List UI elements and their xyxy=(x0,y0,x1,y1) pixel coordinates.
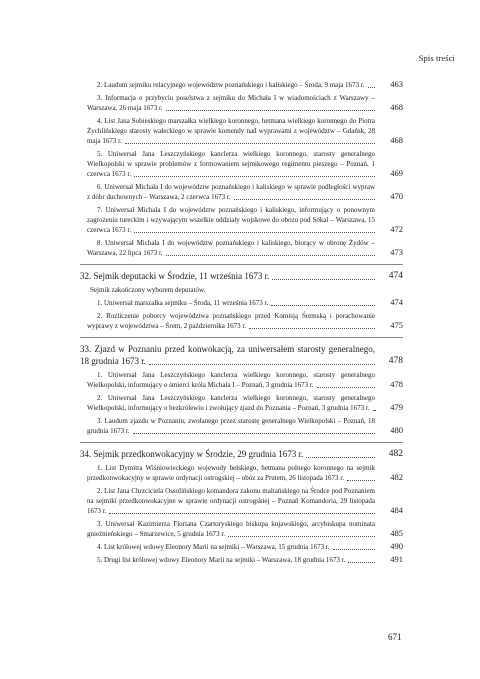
toc-entry-text: 34. Sejmik przedkonwokacyjny w Środzie, 29 grudnia 1673 r. xyxy=(80,449,304,459)
toc-entry-text: 1. Uniwersał Jana Leszczyńskiego kanclerza wielkiego koronnego, starosty generalnego Wielkopolski, informujący o śmierci króla Michała I – Poznań, 3 grudnia 1673 r. xyxy=(87,371,375,389)
dot-leader xyxy=(272,279,375,280)
dot-leader xyxy=(133,433,375,434)
toc-entry-text: 32. Sejmik deputacki w Środzie, 11 września 1673 r. xyxy=(80,271,270,281)
toc-page-number: 482 xyxy=(390,472,403,482)
toc-note xyxy=(80,285,403,295)
toc-entry xyxy=(80,205,403,235)
toc-entry xyxy=(80,80,403,90)
section-divider xyxy=(80,264,403,265)
toc-entry-text: 2. Rozliczenie poborcy województwa poznańskiego przed Komisją Śremską i porachowanie wyprawy z województwa – Śrem, 2 października 1673 r. xyxy=(87,312,375,330)
toc-entry-text: Sejmik zakończony wyborem deputatów. xyxy=(90,286,206,294)
dot-leader xyxy=(271,305,375,306)
toc-entry-text: 5. Drugi list królowej wdowy Eleonory Marii na sejmiki – Warszawa, 18 grudnia 1673 r. xyxy=(97,556,346,564)
toc-entry-text: 7. Uniwersał Michała I do województw poznańskiego i kaliskiego, informujący o ponownym zagrożeniu tureckim i wzywającym wszelkie oddziały wojskowe do obozu pod Sokal – Warszawa, 15 czerwca 1673 r. xyxy=(87,206,375,234)
section-divider xyxy=(80,442,403,443)
toc-page-number: 463 xyxy=(390,79,403,89)
toc-entry-text: 4. List królowej wdowy Eleonory Marii na sejmiki – Warszawa, 15 grudnia 1673 r. xyxy=(97,543,330,551)
toc-entry xyxy=(80,542,403,552)
toc-entry-text: 2. Uniwersał Jana Leszczyńskiego kanclerza wielkiego koronnego, starosty generalnego Wielkopolski, informujący o bezkrólewiu i zwołujący zjazd do Poznania – Poznań, 3 grudnia 1673 r. xyxy=(87,394,375,412)
toc-entry xyxy=(80,486,403,516)
toc-page-number: 472 xyxy=(390,224,403,234)
dot-leader xyxy=(347,480,375,481)
toc-page-number: 473 xyxy=(390,247,403,257)
dot-leader xyxy=(125,143,375,144)
toc-page-number: 470 xyxy=(390,191,403,201)
dot-leader xyxy=(306,457,375,458)
dot-leader xyxy=(134,176,375,177)
dot-leader xyxy=(228,536,375,537)
toc-entry xyxy=(80,416,403,436)
toc-entry xyxy=(80,393,403,413)
dot-leader xyxy=(234,199,375,200)
toc-entry-text: 5. Uniwersał Jana Leszczyńskiego kanclerza wielkiego koronnego, starosty generalnego Wielkopolski w sprawie problemów z formowaniem sejmikowego regimentu pieszego – Poznań, 1 czerwca 1673 r. xyxy=(87,150,375,178)
section-divider xyxy=(80,337,403,338)
toc-entry xyxy=(80,182,403,202)
toc-page-number: 478 xyxy=(390,379,403,389)
toc-page-number: 474 xyxy=(388,271,403,281)
toc-entry-text: 3. Uniwersał Kazimierza Floriana Czartoryskiego biskupa kujawskiego, arcybiskupa nominata gnieźnieńskiego – Smarzewice, 5 grudnia 1673 r. xyxy=(87,520,375,538)
dot-leader xyxy=(109,513,375,514)
toc-entry xyxy=(80,93,403,113)
toc-section-heading xyxy=(80,343,403,367)
dot-leader xyxy=(368,87,376,88)
dot-leader xyxy=(166,255,375,256)
toc-entry xyxy=(80,298,403,308)
toc-entry-text: 6. Uniwersał Michała I do województw poznańskiego i kaliskiego w sprawie podległości wypraw z dóbr duchownych – Warszawa, 2 czerwca 1673 r. xyxy=(87,183,375,201)
dot-leader xyxy=(373,410,375,411)
toc-page-number: 485 xyxy=(390,528,403,538)
toc-entry xyxy=(80,370,403,390)
toc-entry-text: 3. Laudum zjazdu w Poznaniu, zwołanego przez starostę generalnego Wielkopolski – Poznań, 18 grudnia 1673 r. xyxy=(87,417,375,435)
toc-page-number: 474 xyxy=(390,297,403,307)
toc-entry-text: 1. Uniwersał marszałka sejmiku – Środa, 11 września 1673 r. xyxy=(97,299,269,307)
toc-section-heading xyxy=(80,448,403,460)
toc-entry xyxy=(80,149,403,179)
toc-page-number: 480 xyxy=(390,425,403,435)
table-of-contents xyxy=(80,80,403,568)
dot-leader xyxy=(166,110,375,111)
toc-entry xyxy=(80,116,403,146)
dot-leader xyxy=(249,328,375,329)
toc-section-heading xyxy=(80,270,403,282)
toc-entry-text: 3. Informacja o przybyciu poselstwa z sejmiku do Michała I w wiadomościach z Warszawy – Warszawa, 26 maja 1673 r. xyxy=(87,94,375,112)
toc-page-number: 479 xyxy=(390,402,403,412)
toc-page-number: 482 xyxy=(388,449,403,459)
running-header: Spis treści xyxy=(418,53,455,63)
toc-entry-text: 1. List Dymitra Wiśniowieckiego wojewody bełskiego, hetmana polnego koronnego na sejmik przedkonwokacyjny w sprawie ordynacji ostrogskiej – obóz za Prutem, 26 listopada 1673 r. xyxy=(87,464,375,482)
toc-entry xyxy=(80,238,403,258)
toc-page-number: 475 xyxy=(390,320,403,330)
toc-entry-text: 33. Zjazd w Poznaniu przed konwokacją, za uniwersałem starosty generalnego, 18 grudnia 1673 r. xyxy=(80,344,375,366)
toc-entry xyxy=(80,311,403,331)
toc-entry xyxy=(80,555,403,565)
toc-page-number: 468 xyxy=(390,135,403,145)
toc-entry xyxy=(80,463,403,483)
toc-page-number: 468 xyxy=(390,102,403,112)
dot-leader xyxy=(348,562,375,563)
toc-page-number: 469 xyxy=(390,168,403,178)
dot-leader xyxy=(333,549,375,550)
page-number: 671 xyxy=(388,632,402,642)
dot-leader xyxy=(317,387,375,388)
toc-page-number: 491 xyxy=(390,554,403,564)
toc-entry-text: 2. List Jana Chrzciciela Ossolińskiego komandora zakonu maltańskiego na Środce pod Poznaniem na sejmiki przedkonwokacyjne w sprawie ordynacji ostrogskiej – Poznań Komandoria, 29 listopada 1673 r. xyxy=(87,487,375,515)
toc-page-number: 484 xyxy=(390,505,403,515)
dot-leader xyxy=(134,232,375,233)
toc-entry-text: 8. Uniwersał Michała I do województw poznańskiego i kaliskiego, biorący w obronę Żydów – Warszawa, 22 lipca 1673 r. xyxy=(87,239,375,257)
toc-entry-text: 2. Laudum sejmiku relacyjnego województw poznańskiego i kaliskiego – Środa, 9 maja 1673 r. xyxy=(97,81,365,89)
dot-leader xyxy=(149,364,375,365)
toc-page-number: 490 xyxy=(390,541,403,551)
toc-entry-text: 4. List Jana Sobieskiego marszałka wielkiego koronnego, hetmana wielkiego koronnego do Piotra Żychlińskiego starosty wałeckiego w sprawie komendy nad wyprawami z województw – Gdańsk, 28 maja 1673 r. xyxy=(87,117,375,145)
toc-page-number: 478 xyxy=(388,356,403,366)
toc-entry xyxy=(80,519,403,539)
